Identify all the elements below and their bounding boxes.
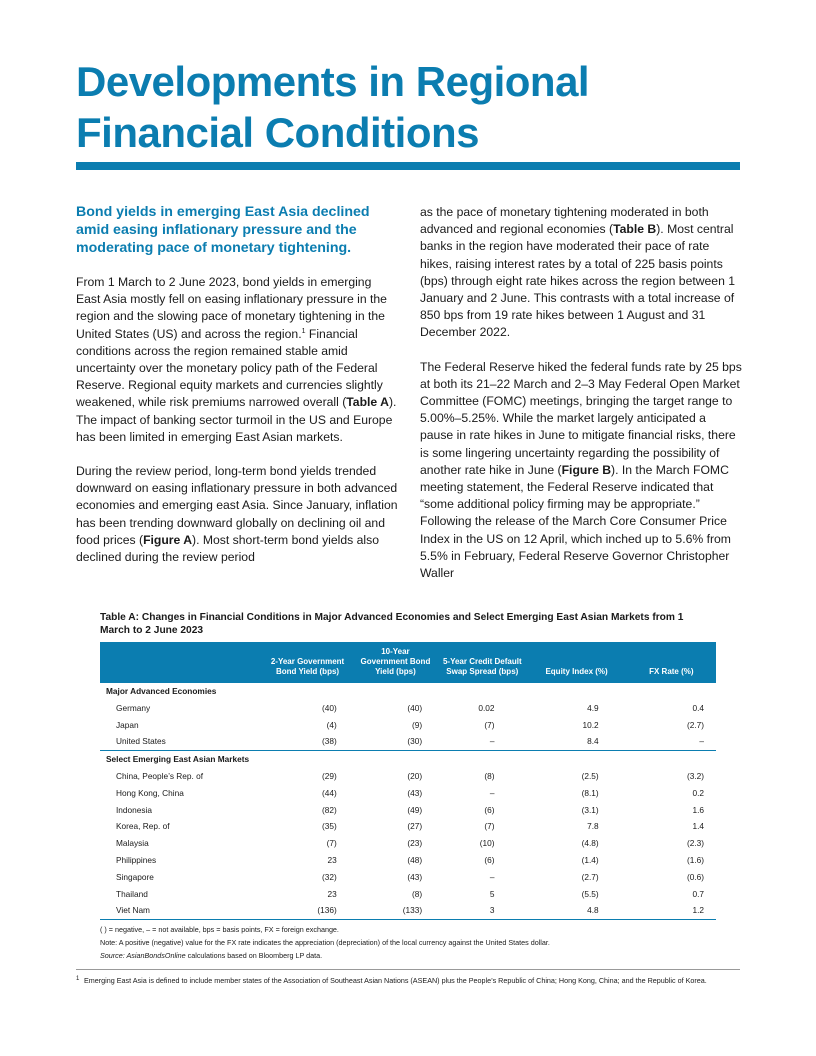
table-cell: 8.4: [527, 733, 627, 750]
table-row: [100, 886, 716, 903]
text-span: as the pace of monetary tightening moderated in both advanced and regional economies (: [420, 205, 709, 237]
table-cell: (40): [322, 702, 337, 713]
table-cell: (3.2): [686, 770, 704, 781]
lead-paragraph: Bond yields in emerging East Asia declined amid easing inflationary pressure and the moderating pace of monetary tightening.: [76, 204, 370, 256]
group-row-emerging: [100, 751, 716, 768]
text-span: The Federal Reserve hiked the federal funds rate by 25 bps at both its 21–22 March and 2–3 May Federal Open Market Committee (FOMC) meetings, bringing the target range to 5.00%–5.25%. While the market largely anticipated a pause in rate hikes in June to mitigate financial risks, there is some lingering uncertainty regarding the possibility of another rate hike in June (: [420, 359, 742, 477]
text-span: ). In the March FOMC meeting statement, the Federal Reserve indicated that “some additional policy firming may be appropriate.” Following the release of the March Core Consumer Price Index in the US on 12 April, which inched up to 5.6% from 5.5% in February, Federal Reserve Governor Christopher Waller: [420, 462, 731, 581]
table-cell: –: [627, 733, 716, 750]
row-label: Hong Kong, China: [116, 787, 184, 798]
row-label: Indonesia: [116, 804, 152, 815]
footnote-rule: [76, 969, 740, 970]
table-cell: (40): [407, 702, 423, 713]
table-cell: (1.6): [686, 854, 704, 865]
left-paragraph-2: [76, 463, 398, 566]
header-2y-yield: 2-Year Government Bond Yield (bps): [262, 642, 353, 683]
table-cell: (35): [322, 821, 337, 832]
table-row: [100, 818, 716, 835]
text-span: ). Most central banks in the region have moderated their pace of rate hikes, raising interest rates by a total of 225 basis points (bps) through eight rate hikes across the region between 1 January and 2 June. This contrasts with a total increase of 850 bps from 19 rate hikes between 1 August and 31 December 2022.: [420, 222, 736, 340]
text-span: ). The impact of banking sector turmoil in the US and Europe has been limited in emerging East Asian markets.: [76, 395, 397, 444]
table-cell: (27): [407, 821, 423, 832]
table-cell: (7): [484, 719, 495, 730]
row-label: Japan: [116, 719, 139, 730]
header-blank: [100, 642, 262, 683]
footnote-ref[interactable]: 1: [301, 327, 306, 335]
table-row: [100, 700, 716, 717]
table-cell: (43): [407, 871, 423, 882]
table-row: [100, 785, 716, 802]
right-column: [420, 204, 742, 599]
left-paragraph-1: [76, 274, 398, 446]
footnote-text: Emerging East Asia is defined to include member states of the Association of Southeast Asian Nations (ASEAN) plus the People’s Republic of China; Hong Kong, China; and the Republic of Korea.: [84, 976, 707, 985]
table-cell: (2.7): [686, 719, 704, 730]
table-cell: (6): [484, 804, 495, 815]
table-row: [100, 717, 716, 734]
table-cell: 1.4: [692, 821, 704, 832]
page-title: Developments in Regional Financial Conditions: [76, 58, 590, 156]
table-row: [100, 835, 716, 852]
table-a-ref[interactable]: Table A: [346, 395, 389, 410]
table-cell: (3.1): [581, 804, 599, 815]
row-label: Malaysia: [116, 838, 149, 849]
table-cell: (2.5): [581, 770, 599, 781]
table-a: [100, 612, 716, 962]
text-span: During the review period, long-term bond yields trended downward on easing inflationary pressure in both advanced economies and emerging east Asia. Since January, inflation has been trending downward globally on declining oil and food prices (: [76, 464, 398, 547]
title-rule: [76, 162, 740, 170]
table-cell: 7.8: [587, 821, 599, 832]
table-row: [100, 768, 716, 785]
table-source: [100, 949, 716, 962]
table-cell: (2.7): [581, 871, 599, 882]
table-cell: (20): [407, 770, 423, 781]
table-cell: (44): [322, 787, 337, 798]
text-span: ). Most short-term bond yields also declined during the review period: [76, 532, 379, 565]
financial-conditions-table: [100, 642, 716, 920]
table-cell: (23): [407, 838, 423, 849]
source-name: AsianBondsOnline: [126, 951, 186, 961]
text-span: Financial conditions across the region remained stable amid uncertainty over the monetary policy path of the Federal Reserve. Regional equity markets and currencies slightly weakened, while risk premiums narrowed overall (: [76, 326, 383, 410]
table-cell: (0.6): [686, 871, 704, 882]
table-cell: (49): [407, 804, 423, 815]
table-cell: (7): [326, 838, 337, 849]
table-cell: (43): [407, 787, 423, 798]
table-cell: (48): [407, 854, 423, 865]
source-label: Source:: [100, 951, 127, 961]
table-cell: 1.6: [692, 804, 704, 815]
table-cell: (7): [484, 821, 495, 832]
footnote-number: 1: [76, 976, 80, 982]
table-title: Table A: Changes in Financial Conditions in Major Advanced Economies and Select Emerging East Asian Markets from 1 March to 2 June 2023: [100, 612, 684, 636]
table-cell: (9): [411, 719, 423, 730]
table-cell: (10): [479, 838, 495, 849]
table-cell: (5.5): [581, 888, 599, 899]
group-row-advanced: [100, 683, 716, 700]
table-cell: 0.4: [692, 702, 704, 713]
table-b-ref[interactable]: Table B: [613, 222, 657, 237]
table-note-fx: Note: A positive (negative) value for the FX rate indicates the appreciation (depreciation) of the local currency against the United States dollar.: [100, 938, 550, 948]
table-cell: 0.7: [692, 888, 704, 899]
row-label: Korea, Rep. of: [116, 821, 170, 832]
group-label: Major Advanced Economies: [106, 686, 217, 696]
table-cell: (4.8): [581, 838, 599, 849]
table-row: [100, 902, 716, 919]
row-label: Germany: [116, 702, 151, 713]
table-cell: 1.2: [627, 902, 716, 919]
row-label: China, People’s Rep. of: [116, 770, 204, 781]
table-cell: (133): [353, 902, 438, 919]
source-rest: calculations based on Bloomberg LP data.: [185, 951, 323, 961]
right-paragraph-1: [420, 204, 742, 342]
table-cell: (29): [322, 770, 337, 781]
header-equity-index: Equity Index (%): [527, 642, 627, 683]
table-cell: (8.1): [581, 787, 599, 798]
figure-b-ref[interactable]: Figure B: [561, 462, 612, 477]
table-cell: (4): [326, 719, 337, 730]
table-cell: (82): [322, 804, 337, 815]
row-label: Philippines: [116, 854, 157, 865]
table-cell: (8): [411, 888, 423, 899]
table-row: [100, 733, 716, 750]
table-cell: (136): [262, 902, 353, 919]
figure-a-ref[interactable]: Figure A: [143, 532, 193, 547]
group-label: Select Emerging East Asian Markets: [106, 754, 250, 765]
table-cell: (30): [353, 733, 438, 750]
table-cell: 5: [489, 888, 495, 899]
right-paragraph-2: [420, 359, 742, 583]
row-label: Singapore: [116, 871, 154, 882]
left-column: [76, 203, 398, 583]
table-cell: (8): [484, 770, 495, 781]
row-label: Viet Nam: [100, 902, 262, 919]
table-cell: 23: [327, 854, 337, 865]
table-cell: 0.02: [478, 702, 495, 713]
table-header-row: [100, 642, 716, 683]
table-notes: [100, 923, 716, 962]
header-10y-yield: 10-Year Government Bond Yield (bps): [353, 642, 438, 683]
table-cell: –: [438, 733, 526, 750]
table-row: [100, 802, 716, 819]
text-span: From 1 March to 2 June 2023, bond yields in emerging East Asia mostly fell on easing inflationary pressure in the region and the slowing pace of monetary tightening in the United States (US) and across the region.: [76, 275, 387, 341]
row-label: United States: [100, 733, 262, 750]
table-cell: –: [489, 787, 495, 798]
header-cds-spread: 5-Year Credit Default Swap Spread (bps): [438, 642, 526, 683]
header-fx-rate: FX Rate (%): [627, 642, 716, 683]
table-cell: 4.8: [527, 902, 627, 919]
table-cell: (2.3): [686, 838, 704, 849]
table-cell: 0.2: [692, 787, 704, 798]
table-cell: 3: [438, 902, 526, 919]
table-body: [100, 683, 716, 920]
table-cell: 23: [327, 888, 337, 899]
table-cell: (38): [262, 733, 353, 750]
table-row: [100, 852, 716, 869]
table-cell: (6): [484, 854, 495, 865]
table-note-legend: ( ) = negative, – = not available, bps = basis points, FX = foreign exchange.: [100, 925, 339, 935]
footnote: [76, 976, 740, 986]
table-cell: 10.2: [582, 719, 599, 730]
table-cell: –: [489, 871, 495, 882]
table-cell: 4.9: [587, 702, 599, 713]
table-cell: (1.4): [581, 854, 599, 865]
table-row: [100, 869, 716, 886]
table-cell: (32): [322, 871, 337, 882]
row-label: Thailand: [116, 888, 148, 899]
